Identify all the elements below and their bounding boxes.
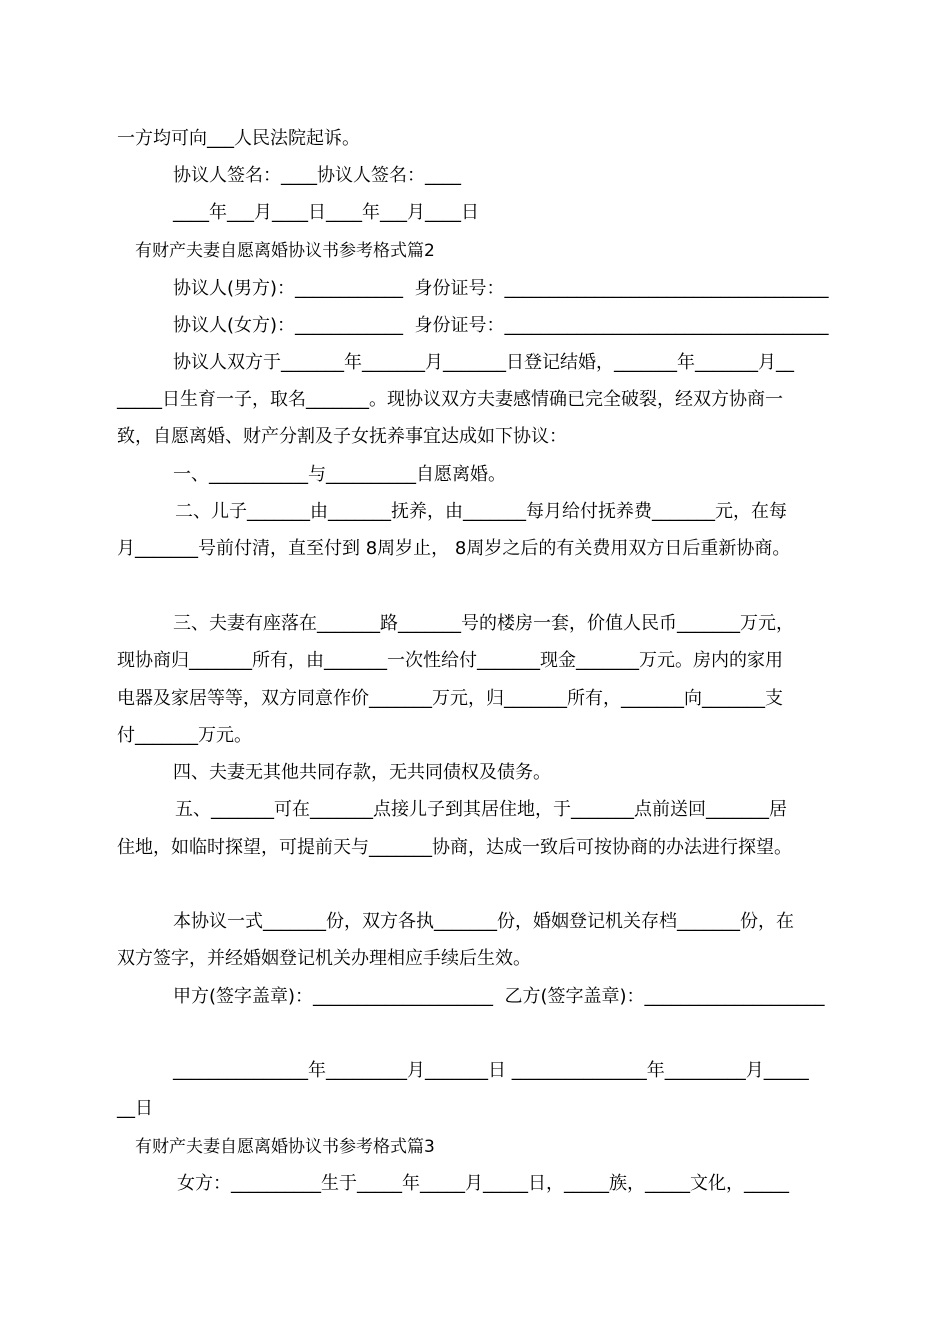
paragraph-line: 双方签字，并经婚姻登记机关办理相应手续后生效。 — [117, 948, 531, 969]
clause-line: 四、夫妻无其他共同存款，无共同债权及债务。 — [173, 762, 551, 783]
paragraph-line: _____日生育一子，取名_______。现协议双方夫妻感情确已完全破裂，经双方协商一 — [117, 389, 783, 410]
paragraph-line: 本协议一式_______份，双方各执_______份，婚姻登记机关存档_______份，在 — [173, 911, 794, 932]
text-line: 一方均可向___人民法院起诉。 — [117, 128, 360, 149]
date-line: _______________年_________月_______日 _______________年_________月_____ — [173, 1060, 809, 1081]
party-line-male: 协议人(男方)：____________ 身份证号：____________________________________ — [173, 278, 829, 299]
section-heading: 有财产夫妻自愿离婚协议书参考格式篇3 — [135, 1137, 435, 1157]
clause-line: 住地，如临时探望，可提前天与_______协商，达成一致后可按协商的办法进行探望。 — [117, 837, 792, 858]
clause-line: 电器及家居等等，双方同意作价_______万元，归_______所有，_______向_______支 — [117, 688, 783, 709]
paragraph-line: 致，自愿离婚、财产分割及子女抚养事宜达成如下协议： — [117, 426, 567, 447]
party-line-female: 协议人(女方)：____________ 身份证号：____________________________________ — [173, 315, 829, 336]
clause-line: 二、儿子_______由_______抚养，由_______每月给付抚养费_______元，在每 — [175, 501, 787, 522]
clause-line: 付_______万元。 — [117, 725, 252, 746]
section-heading: 有财产夫妻自愿离婚协议书参考格式篇2 — [135, 241, 435, 261]
clause-line: 一、___________与__________自愿离婚。 — [173, 464, 506, 485]
signature-line: 协议人签名：____协议人签名：____ — [173, 165, 461, 186]
date-line: ____年___月____日____年___月____日 — [173, 202, 479, 223]
party-line-female: 女方：__________生于_____年_____月_____日，_____族，_____文化，_____ — [177, 1173, 789, 1194]
paragraph-line: 协议人双方于_______年_______月_______日登记结婚，_______年_______月__ — [173, 352, 794, 373]
date-line: __日 — [117, 1098, 153, 1119]
clause-line: 三、夫妻有座落在_______路_______号的楼房一套，价值人民币_______万元， — [173, 613, 794, 634]
clause-line: 五、_______可在_______点接儿子到其居住地，于_______点前送回_______居 — [175, 799, 787, 820]
signature-line: 甲方(签字盖章)：____________________ 乙方(签字盖章)：____________________ — [173, 986, 825, 1007]
clause-line: 现协商归_______所有，由_______一次性给付_______现金_______万元。房内的家用 — [117, 650, 783, 671]
clause-line: 月_______号前付清，直至付到 8周岁止， 8周岁之后的有关费用双方日后重新协商。 — [117, 538, 791, 559]
